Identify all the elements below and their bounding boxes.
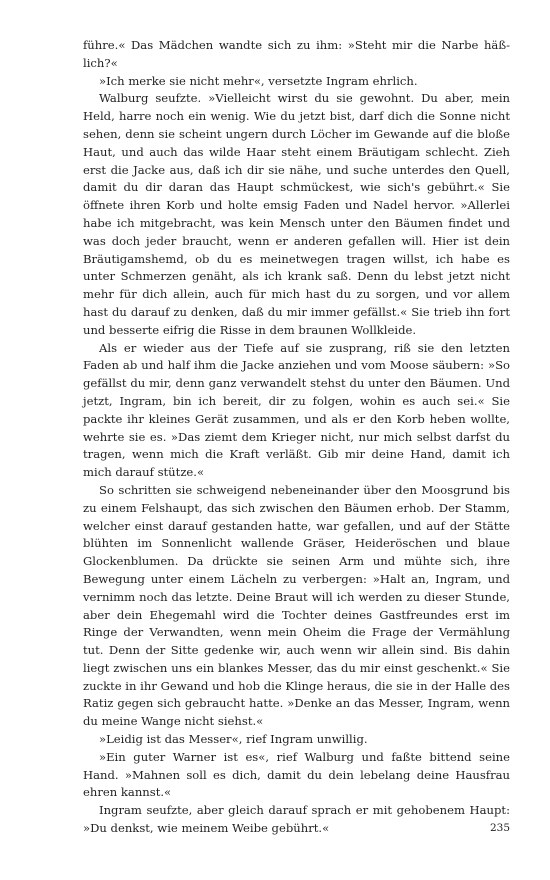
paragraph: So schritten sie schweigend nebeneinander über den Moosgrund bis zu einem Felshaupt, das sich zwischen den Bäumen erhob. Der Stamm, welcher einst darauf gestanden hatte, war gefallen, und auf der Stätte blühten im Sonnenlicht wallende Gräser, Heideröschen und blaue Glockenblumen. Da drückte sie seinen Arm und mühte sich, ihre Bewegung unter einem Lächeln zu verbergen: »Halt an, Ingram, und vernimm noch das letzte. Deine Braut will ich werden zu dieser Stunde, aber dein Ehegemahl wird die Tochter deines Gastfreundes erst im Ringe der Verwandten, wenn mein Oheim die Frage der Vermählung tut. Denn der Sitte gedenke wir, auch wenn wir allein sind. Bis dahin liegt zwischen uns ein blankes Messer, das du mir einst geschenkt.« Sie zuckte in ihr Gewand und hob die Klinge heraus, die sie in der Halle des Ratiz gegen sich gebraucht hatte. »Denke an das Messer, Ingram, wenn du meine Wange nicht siehst.« xyxy=(83,482,510,729)
paragraph: Als er wieder aus der Tiefe auf sie zusprang, riß sie den letzten Faden ab und half ihm die Jacke anziehen und vom Moose säubern: »So gefällst du mir, denn ganz verwandelt stehst du unter den Bäumen. Und jetzt, Ingram, bin ich bereit, dir zu folgen, wohin es auch sei.« Sie packte ihr kleines Gerät zusammen, und als er den Korb heben wollte, wehrte sie es. »Das ziemt dem Krieger nicht, nur mich selbst darfst du tragen, wenn mich die Kraft verläßt. Gib mir deine Hand, damit ich mich darauf stütze.« xyxy=(83,340,510,480)
paragraph: Ingram seufzte, aber gleich darauf sprach er mit gehobenem Haupt: »Du denkst, wie meinem Weibe gebührt.« xyxy=(83,803,510,836)
paragraph: »Ich merke sie nicht mehr«, versetzte Ingram ehrlich. xyxy=(99,73,418,88)
page-number: 235 xyxy=(489,822,510,834)
paragraph: führe.« Das Mädchen wandte sich zu ihm: »Steht mir die Narbe häßlich?« xyxy=(83,38,510,70)
paragraph: »Leidig ist das Messer«, rief Ingram unwillig. xyxy=(99,732,368,747)
page-text-block xyxy=(83,37,510,838)
paragraph: Walburg seufzte. »Vielleicht wirst du sie gewohnt. Du aber, mein Held, harre noch ein wenig. Wie du jetzt bist, darf dich die Sonne nicht sehen, denn sie scheint ungern durch Löcher im Gewande auf die bloße Haut, und auch das wilde Haar steht einem Bräutigam schlecht. Zieh erst die Jacke aus, daß ich dir sie nähe, und suche unterdes den Quell, damit du dir daran das Haupt schmückest, wie sich's gebührt.« Sie öffnete ihren Korb und holte emsig Faden und Nadel hervor. »Allerlei habe ich mitgebracht, was kein Mensch unter den Bäumen findet und was doch jeder braucht, wenn er anderen gefallen will. Hier ist dein Bräutigamshemd, ob du es meinetwegen tragen willst, ich habe es unter Schmerzen genäht, als ich krank saß. Denn du lebst jetzt nicht mehr für dich allein, auch für mich hast du zu sorgen, und vor allem hast du darauf zu denken, daß du mir immer gefällst.« Sie trieb ihn fort und besserte eifrig die Risse in dem braunen Wollkleide. xyxy=(83,91,510,337)
paragraph: »Ein guter Warner ist es«, rief Walburg und faßte bittend seine Hand. »Mahnen soll es dich, damit du dein lebelang deine Hausfrau ehren kannst.« xyxy=(83,749,510,800)
